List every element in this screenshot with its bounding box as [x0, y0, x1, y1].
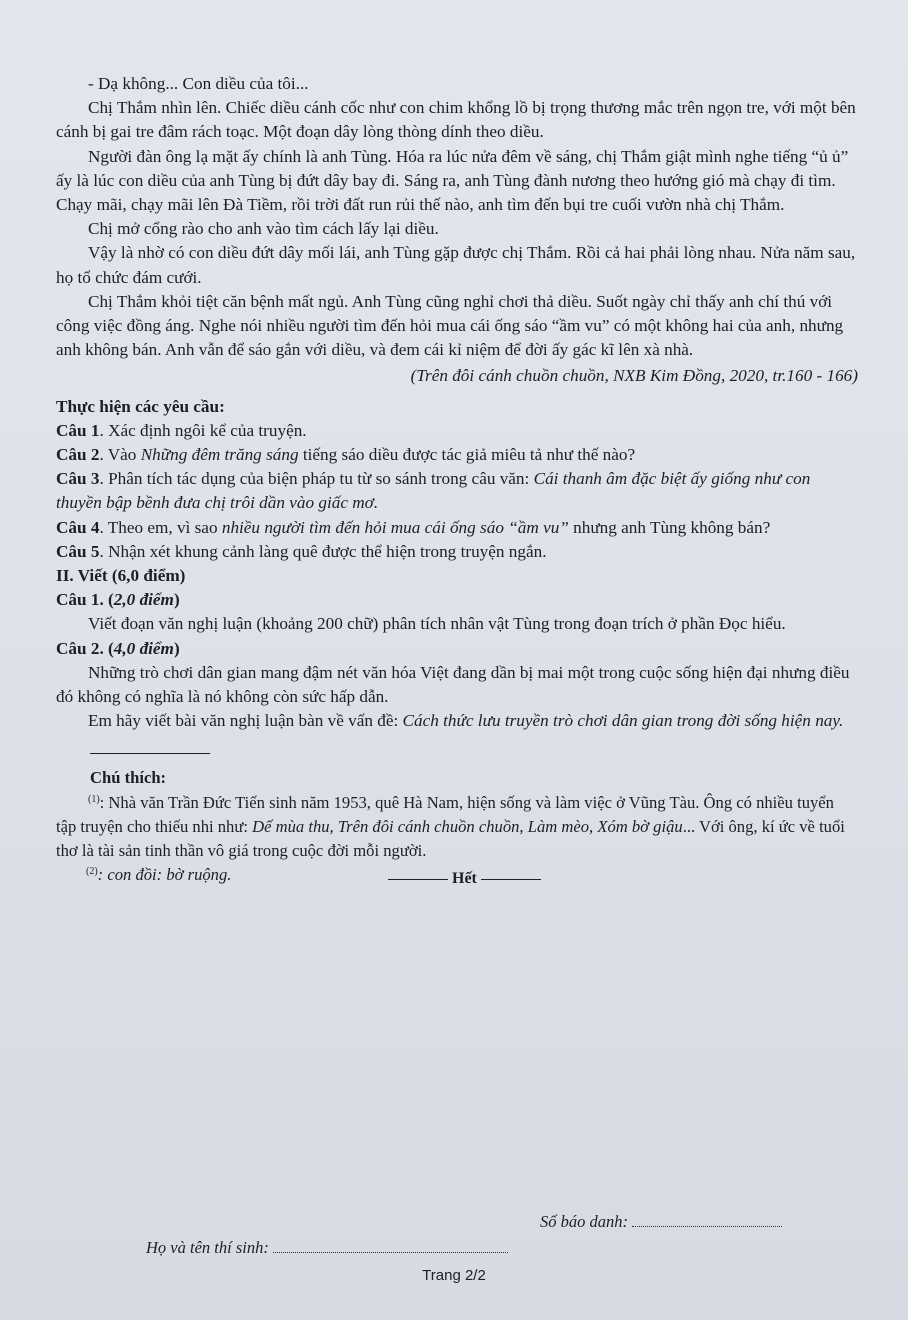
- candidate-fields: [0, 1200, 908, 1260]
- question-3: Câu 3. Phân tích tác dụng của biện pháp tu từ so sánh trong câu văn: Cái thanh âm đặc biệt ấy giống như con thuyền bập bềnh đưa chị trôi dần vào giấc mơ.: [56, 469, 811, 513]
- question-1: Câu 1. Xác định ngôi kể của truyện.: [56, 420, 307, 440]
- notes-title: Chú thích:: [90, 768, 167, 788]
- writing-q1-label: Câu 1. (2,0 điểm): [56, 590, 180, 610]
- footnote-end-row: [56, 863, 858, 889]
- story-paragraph: Chị mở cổng rào cho anh vào tìm cách lấy lại diều.: [88, 219, 439, 239]
- story-paragraph: Vậy là nhờ có con diều đứt dây mối lái, anh Tùng gặp được chị Thắm. Rồi cả hai phải lòng nhau. Nửa năm sau, họ tổ chức đám cưới.: [56, 243, 856, 287]
- footnotes: [56, 766, 858, 889]
- story-excerpt: [56, 72, 858, 389]
- candidate-number-field[interactable]: Số báo danh:: [540, 1210, 782, 1234]
- story-paragraph: - Dạ không... Con diều của tôi...: [88, 74, 309, 93]
- story-source: (Trên đôi cánh chuồn chuồn, NXB Kim Đồng, 2020, tr.160 - 166): [410, 366, 858, 386]
- writing-heading: II. Viết (6,0 điểm): [56, 566, 186, 586]
- notes-divider: [90, 753, 210, 754]
- story-paragraph: Chị Thắm khỏi tiệt căn bệnh mất ngủ. Anh Tùng cũng nghỉ chơi thả diều. Suốt ngày chỉ thấy anh chí thú với công việc đồng áng. Nghe nói nhiều người tìm đến hỏi mua cái ống sáo “ầm vu” có một không hai của anh, nhưng anh không bán. Anh vẫn để sáo gắn với diều, và đem cái kỉ niệm để đời ấy gác kĩ lên xà nhà.: [56, 291, 844, 360]
- reading-tasks: [56, 395, 858, 564]
- story-paragraph: Người đàn ông lạ mặt ấy chính là anh Tùng. Hóa ra lúc nửa đêm về sáng, chị Thắm giật mình nghe tiếng “ủ ủ” ấy là lúc con diều của anh Tùng bị đứt dây bay đi. Sáng ra, anh Tùng đành nương theo hướng gió mà chạy đi tìm. Chạy mãi, chạy mãi lên Đà Tiềm, rồi trời đất run rủi thế nào, anh tìm đến bụi tre cuối vườn nhà chị Thắm.: [56, 146, 849, 215]
- tasks-heading: Thực hiện các yêu cầu:: [56, 396, 225, 416]
- end-marker: Hết: [384, 867, 545, 891]
- question-5: Câu 5. Nhận xét khung cảnh làng quê được thể hiện trong truyện ngắn.: [56, 541, 547, 561]
- candidate-name-field[interactable]: Họ và tên thí sinh:: [146, 1236, 508, 1260]
- page-number: Trang 2/2: [422, 1267, 486, 1284]
- writing-q2-prompt: Em hãy viết bài văn nghị luận bàn về vấn đề: Cách thức lưu truyền trò chơi dân gian trong đời sống hiện nay.: [88, 711, 844, 731]
- writing-section: [56, 564, 858, 733]
- story-paragraph: Chị Thắm nhìn lên. Chiếc diều cánh cốc như con chim khổng lồ bị trọng thương mắc trên ngọn tre, với một bên cánh bị gai tre đâm rách toạc. Một đoạn dây lòng thòng dính theo diều.: [56, 98, 856, 142]
- footnote-2: $^{(2)}$: con đồi: bờ ruộng.: [86, 865, 232, 885]
- question-4: Câu 4. Theo em, vì sao nhiều người tìm đến hỏi mua cái ống sáo “ầm vu” nhưng anh Tùng không bán?: [56, 517, 771, 537]
- question-2: Câu 2. Vào Những đêm trăng sáng tiếng sáo diều được tác giả miêu tả như thế nào?: [56, 445, 636, 465]
- writing-q1-text: Viết đoạn văn nghị luận (khoảng 200 chữ) phân tích nhân vật Tùng trong đoạn trích ở phần Đọc hiểu.: [88, 614, 786, 634]
- writing-q2-label: Câu 2. (4,0 điểm): [56, 638, 180, 658]
- footnote-1: $^{(1)}$: Nhà văn Trần Đức Tiến sinh năm 1953, quê Hà Nam, hiện sống và làm việc ở Vũng Tàu. Ông có nhiều tuyển tập truyện cho thiếu nhi như: Dế mùa thu, Trên đôi cánh chuồn chuồn, Làm mèo, Xóm bờ giậu... Với ông, kí ức về tuổi thơ là tài sản tinh thần vô giá trong cuộc đời mỗi người.: [56, 792, 845, 861]
- writing-q2-text: Những trò chơi dân gian mang đậm nét văn hóa Việt đang dần bị mai một trong cuộc sống hiện đại nhưng điều đó không có nghĩa là nó không còn sức hấp dẫn.: [56, 662, 850, 707]
